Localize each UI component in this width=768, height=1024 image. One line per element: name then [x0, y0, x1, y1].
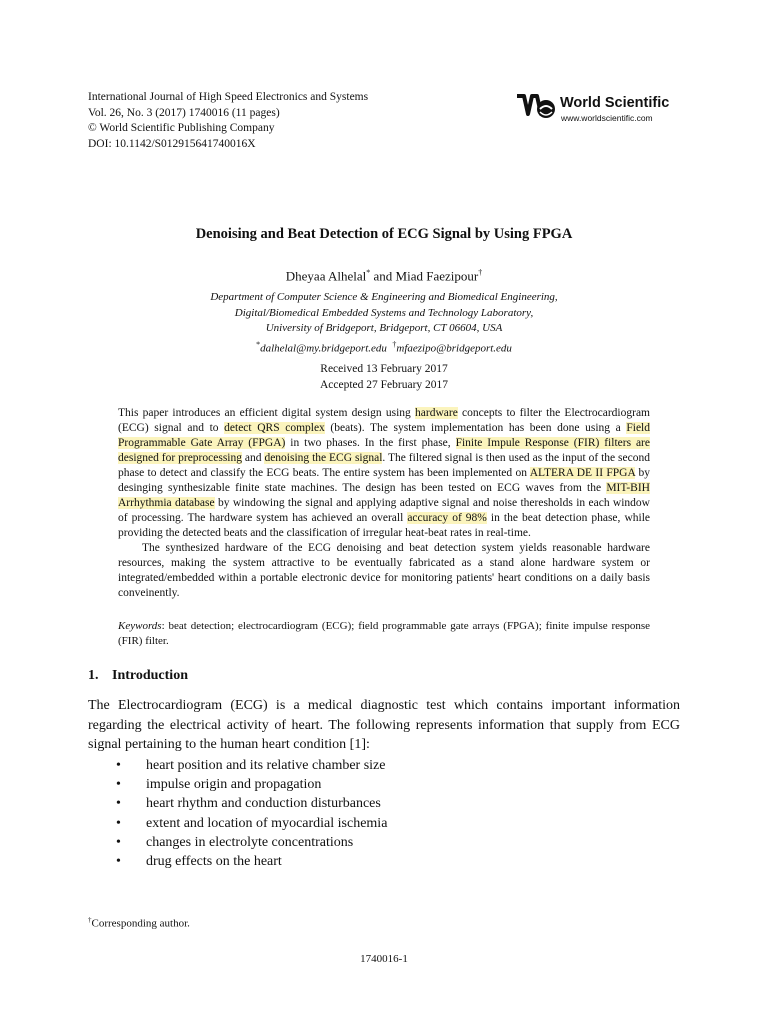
highlighted-phrase: ALTERA DE II FPGA: [529, 467, 636, 479]
keywords: [118, 619, 650, 649]
journal-volume: Vol. 26, No. 3 (2017) 1740016 (11 pages): [88, 106, 280, 119]
author-name: Miad Faezipour: [395, 268, 479, 284]
highlighted-phrase: accuracy of 98%: [407, 512, 487, 524]
email-line: [0, 337, 768, 357]
intro-paragraph: The Electrocardiogram (ECG) is a medical diagnostic test which contains important information regarding the electrical activity of heart. The following represents information that supply from ECG signal pertaining to the human heart condition [1]:: [88, 698, 680, 752]
list-item: • extent and location of myocardial ischemia: [116, 814, 387, 833]
author-mark: †: [478, 268, 483, 277]
author-mark: *: [366, 268, 371, 277]
author-email[interactable]: dalhelal@my.bridgeport.edu: [260, 342, 387, 355]
paper-title: Denoising and Beat Detection of ECG Signal by Using FPGA: [195, 226, 573, 242]
list-item: • heart position and its relative chamber size: [116, 756, 387, 775]
footnote-text: Corresponding author.: [91, 917, 190, 930]
bullet-list: [116, 756, 387, 871]
author-name: Dheyaa Alhelal: [285, 268, 367, 284]
footnote: [88, 916, 190, 930]
highlighted-phrase: MIT-BIH Arrhythmia database: [118, 482, 650, 509]
highlighted-phrase: Field Programmable Gate Array (FPGA): [118, 422, 650, 449]
affiliation-line: University of Bridgeport, Bridgeport, CT 06604, USA: [265, 322, 503, 334]
submission-dates: [0, 362, 768, 393]
received-date: Received 13 February 2017: [320, 363, 448, 375]
abstract-text: and: [242, 452, 265, 464]
abstract-text: This paper introduces an efficient digital system design using: [118, 407, 416, 419]
author-line: [0, 268, 768, 284]
author-conjunction: and: [370, 268, 396, 284]
abstract-paragraph: The synthesized hardware of the ECG denoising and beat detection system yields reasonable hardware resources, making the system attractive to be eventually fabricated as a stand alone hardware system or integrated/embedded within a portable electronic device for monitoring patients' heart conditions on a daily basis conveinently.: [118, 542, 650, 599]
accepted-date: Accepted 27 February 2017: [319, 378, 449, 391]
list-item: • heart rhythm and conduction disturbances: [116, 794, 387, 813]
affiliation-line: Department of Computer Science & Engineering and Biomedical Engineering,: [210, 291, 558, 303]
section-title: Introduction: [112, 668, 188, 683]
author-email[interactable]: mfaezipo@bridgeport.edu: [396, 342, 512, 355]
highlighted-phrase: hardware: [415, 407, 458, 419]
highlighted-phrase: denoising the ECG signal: [264, 452, 383, 464]
abstract-text: by desinging synthesizable finite state machines. The design has been tested on ECG waves from the: [118, 467, 651, 494]
list-item: • changes in electrolyte concentrations: [116, 833, 387, 852]
journal-header: [88, 90, 368, 152]
abstract-text: in the beat detection phase, while providing the detected beats and the classification of irregular heat-beat rates in real-time.: [118, 512, 650, 539]
keywords-label: Keywords: [118, 620, 162, 632]
affiliation-block: [0, 290, 768, 357]
abstract-text: (beats). The system implementation has been done using a: [324, 422, 627, 434]
page-number: 1740016-1: [360, 953, 408, 965]
section-number: 1.: [88, 668, 99, 683]
email-mark: †: [392, 339, 397, 349]
publisher-url: www.worldscientific.com: [561, 113, 653, 123]
footnote-mark: †: [88, 916, 92, 924]
highlighted-phrase: Finite Impule Response (FIR) filters are designed for preprocessing: [118, 437, 650, 464]
abstract-text: concepts to filter the Electrocardiogram (ECG) signal and to: [118, 407, 650, 434]
publisher-name: World Scientific: [560, 95, 670, 111]
abstract-text: in two phases. In the first phase,: [285, 437, 456, 449]
highlighted-phrase: detect QRS complex: [224, 422, 325, 434]
abstract-text: . The filtered signal is then used as the input of the second phase to detect and classify the ECG beats. The entire system has been implemented on: [118, 452, 650, 479]
abstract-text: by windowing the signal and applying adaptive signal and noise theresholds in each window of processing. The hardware system has achieved an overall: [118, 497, 650, 524]
journal-doi: DOI: 10.1142/S012915641740016X: [88, 137, 256, 150]
abstract: [118, 406, 650, 601]
email-mark: *: [256, 339, 261, 349]
affiliation-line: Digital/Biomedical Embedded Systems and Technology Laboratory,: [234, 306, 534, 319]
list-item: • impulse origin and propagation: [116, 775, 387, 794]
keywords-text: : beat detection; electrocardiogram (ECG); field programmable gate arrays (FPGA); finite impulse response (FIR) filter.: [118, 620, 650, 647]
abstract-paragraph: [118, 406, 650, 541]
world-scientific-logo-icon: [516, 92, 556, 126]
publisher-logo: [516, 92, 686, 126]
list-item: • drug effects on the heart: [116, 852, 387, 871]
journal-copyright: © World Scientific Publishing Company: [88, 122, 275, 134]
journal-name: International Journal of High Speed Electronics and Systems: [88, 91, 369, 103]
section-heading: [88, 668, 188, 684]
